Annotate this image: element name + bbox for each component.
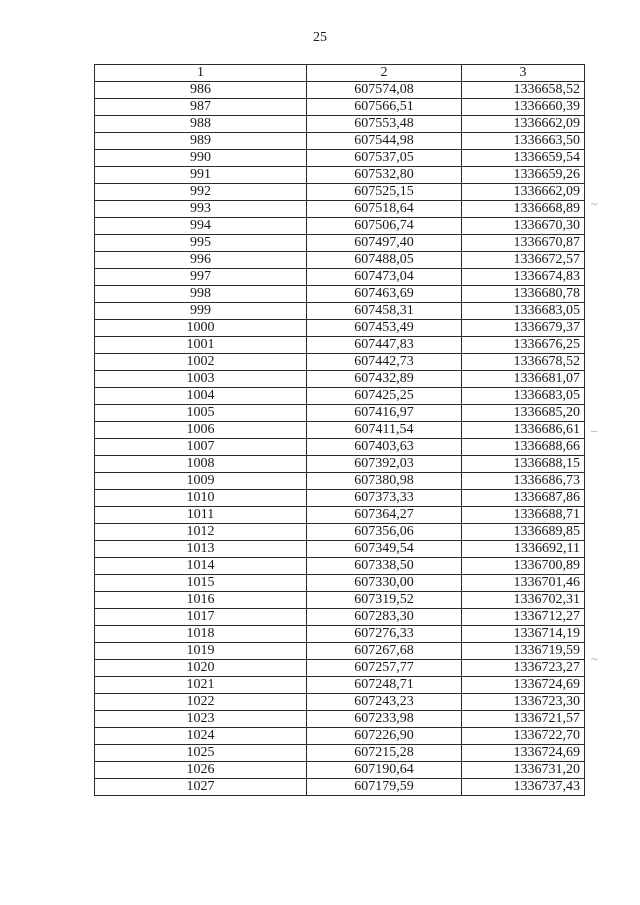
cell-y-coordinate: 1336680,78 <box>462 286 585 303</box>
cell-y-coordinate: 1336662,09 <box>462 116 585 133</box>
cell-x-coordinate: 607364,27 <box>307 507 462 524</box>
table-row <box>95 201 585 218</box>
cell-point-number: 1007 <box>95 439 307 456</box>
cell-y-coordinate: 1336681,07 <box>462 371 585 388</box>
column-header-point: 1 <box>95 65 307 82</box>
cell-x-coordinate: 607411,54 <box>307 422 462 439</box>
cell-point-number: 992 <box>95 184 307 201</box>
cell-y-coordinate: 1336683,05 <box>462 388 585 405</box>
table-row <box>95 745 585 762</box>
cell-x-coordinate: 607442,73 <box>307 354 462 371</box>
cell-point-number: 1002 <box>95 354 307 371</box>
table-row <box>95 320 585 337</box>
cell-x-coordinate: 607338,50 <box>307 558 462 575</box>
table-row <box>95 439 585 456</box>
table-row <box>95 456 585 473</box>
cell-point-number: 1006 <box>95 422 307 439</box>
cell-x-coordinate: 607566,51 <box>307 99 462 116</box>
table-row <box>95 405 585 422</box>
cell-y-coordinate: 1336686,61 <box>462 422 585 439</box>
cell-y-coordinate: 1336723,27 <box>462 660 585 677</box>
cell-y-coordinate: 1336719,59 <box>462 643 585 660</box>
cell-x-coordinate: 607497,40 <box>307 235 462 252</box>
cell-point-number: 989 <box>95 133 307 150</box>
table-row <box>95 167 585 184</box>
cell-point-number: 995 <box>95 235 307 252</box>
cell-y-coordinate: 1336659,26 <box>462 167 585 184</box>
cell-y-coordinate: 1336702,31 <box>462 592 585 609</box>
cell-y-coordinate: 1336668,89 <box>462 201 585 218</box>
cell-y-coordinate: 1336663,50 <box>462 133 585 150</box>
cell-point-number: 1021 <box>95 677 307 694</box>
table-row <box>95 99 585 116</box>
cell-x-coordinate: 607226,90 <box>307 728 462 745</box>
cell-y-coordinate: 1336683,05 <box>462 303 585 320</box>
cell-point-number: 1015 <box>95 575 307 592</box>
cell-x-coordinate: 607544,98 <box>307 133 462 150</box>
cell-point-number: 1000 <box>95 320 307 337</box>
cell-point-number: 988 <box>95 116 307 133</box>
cell-x-coordinate: 607574,08 <box>307 82 462 99</box>
cell-point-number: 999 <box>95 303 307 320</box>
table-row <box>95 252 585 269</box>
cell-x-coordinate: 607215,28 <box>307 745 462 762</box>
cell-x-coordinate: 607373,33 <box>307 490 462 507</box>
table-row <box>95 371 585 388</box>
cell-y-coordinate: 1336686,73 <box>462 473 585 490</box>
cell-point-number: 1022 <box>95 694 307 711</box>
table-row <box>95 762 585 779</box>
table-row <box>95 473 585 490</box>
cell-point-number: 1016 <box>95 592 307 609</box>
cell-y-coordinate: 1336700,89 <box>462 558 585 575</box>
cell-point-number: 1001 <box>95 337 307 354</box>
cell-point-number: 990 <box>95 150 307 167</box>
cell-y-coordinate: 1336662,09 <box>462 184 585 201</box>
cell-y-coordinate: 1336688,66 <box>462 439 585 456</box>
table-row <box>95 609 585 626</box>
cell-point-number: 1026 <box>95 762 307 779</box>
cell-point-number: 1019 <box>95 643 307 660</box>
page-number: 25 <box>313 30 327 45</box>
table-row <box>95 354 585 371</box>
cell-x-coordinate: 607330,00 <box>307 575 462 592</box>
table-row <box>95 779 585 796</box>
cell-point-number: 1010 <box>95 490 307 507</box>
cell-y-coordinate: 1336724,69 <box>462 677 585 694</box>
cell-point-number: 1012 <box>95 524 307 541</box>
cell-y-coordinate: 1336723,30 <box>462 694 585 711</box>
cell-y-coordinate: 1336672,57 <box>462 252 585 269</box>
cell-x-coordinate: 607179,59 <box>307 779 462 796</box>
table-row <box>95 337 585 354</box>
table-header-row <box>95 65 585 82</box>
table-row <box>95 82 585 99</box>
table-row <box>95 677 585 694</box>
cell-y-coordinate: 1336714,19 <box>462 626 585 643</box>
cell-y-coordinate: 1336712,27 <box>462 609 585 626</box>
cell-x-coordinate: 607190,64 <box>307 762 462 779</box>
cell-point-number: 1004 <box>95 388 307 405</box>
cell-x-coordinate: 607243,23 <box>307 694 462 711</box>
cell-y-coordinate: 1336658,52 <box>462 82 585 99</box>
cell-x-coordinate: 607356,06 <box>307 524 462 541</box>
cell-x-coordinate: 607506,74 <box>307 218 462 235</box>
cell-y-coordinate: 1336701,46 <box>462 575 585 592</box>
table-row <box>95 184 585 201</box>
table-row <box>95 694 585 711</box>
table-row <box>95 711 585 728</box>
cell-x-coordinate: 607537,05 <box>307 150 462 167</box>
table-row <box>95 626 585 643</box>
cell-y-coordinate: 1336670,30 <box>462 218 585 235</box>
cell-point-number: 1023 <box>95 711 307 728</box>
cell-x-coordinate: 607453,49 <box>307 320 462 337</box>
cell-point-number: 993 <box>95 201 307 218</box>
cell-point-number: 1018 <box>95 626 307 643</box>
cell-point-number: 1025 <box>95 745 307 762</box>
cell-point-number: 998 <box>95 286 307 303</box>
cell-y-coordinate: 1336721,57 <box>462 711 585 728</box>
table-row <box>95 235 585 252</box>
cell-point-number: 1009 <box>95 473 307 490</box>
scan-artifact: – <box>591 423 597 437</box>
table-row <box>95 218 585 235</box>
column-header-y: 3 <box>462 65 585 82</box>
table-row <box>95 303 585 320</box>
cell-x-coordinate: 607432,89 <box>307 371 462 388</box>
cell-y-coordinate: 1336731,20 <box>462 762 585 779</box>
cell-point-number: 1020 <box>95 660 307 677</box>
cell-x-coordinate: 607257,77 <box>307 660 462 677</box>
cell-x-coordinate: 607380,98 <box>307 473 462 490</box>
column-header-x: 2 <box>307 65 462 82</box>
cell-y-coordinate: 1336737,43 <box>462 779 585 796</box>
cell-point-number: 1005 <box>95 405 307 422</box>
cell-point-number: 986 <box>95 82 307 99</box>
cell-y-coordinate: 1336722,70 <box>462 728 585 745</box>
cell-y-coordinate: 1336687,86 <box>462 490 585 507</box>
cell-point-number: 1027 <box>95 779 307 796</box>
table-row <box>95 728 585 745</box>
table-body <box>95 82 585 796</box>
cell-y-coordinate: 1336670,87 <box>462 235 585 252</box>
cell-x-coordinate: 607447,83 <box>307 337 462 354</box>
table-row <box>95 524 585 541</box>
table-row <box>95 643 585 660</box>
table-row <box>95 507 585 524</box>
table-row <box>95 592 585 609</box>
cell-x-coordinate: 607553,48 <box>307 116 462 133</box>
cell-x-coordinate: 607403,63 <box>307 439 462 456</box>
cell-x-coordinate: 607267,68 <box>307 643 462 660</box>
cell-y-coordinate: 1336688,71 <box>462 507 585 524</box>
table-row <box>95 422 585 439</box>
cell-x-coordinate: 607473,04 <box>307 269 462 286</box>
cell-x-coordinate: 607319,52 <box>307 592 462 609</box>
cell-x-coordinate: 607233,98 <box>307 711 462 728</box>
cell-x-coordinate: 607425,25 <box>307 388 462 405</box>
table-row <box>95 388 585 405</box>
cell-x-coordinate: 607349,54 <box>307 541 462 558</box>
cell-point-number: 1003 <box>95 371 307 388</box>
cell-y-coordinate: 1336676,25 <box>462 337 585 354</box>
cell-x-coordinate: 607392,03 <box>307 456 462 473</box>
table-row <box>95 116 585 133</box>
table-row <box>95 558 585 575</box>
cell-y-coordinate: 1336692,11 <box>462 541 585 558</box>
cell-x-coordinate: 607458,31 <box>307 303 462 320</box>
cell-x-coordinate: 607488,05 <box>307 252 462 269</box>
cell-y-coordinate: 1336674,83 <box>462 269 585 286</box>
cell-point-number: 991 <box>95 167 307 184</box>
cell-x-coordinate: 607248,71 <box>307 677 462 694</box>
cell-y-coordinate: 1336689,85 <box>462 524 585 541</box>
cell-point-number: 1017 <box>95 609 307 626</box>
cell-x-coordinate: 607276,33 <box>307 626 462 643</box>
table-row <box>95 133 585 150</box>
cell-y-coordinate: 1336688,15 <box>462 456 585 473</box>
cell-y-coordinate: 1336659,54 <box>462 150 585 167</box>
cell-x-coordinate: 607283,30 <box>307 609 462 626</box>
table-row <box>95 150 585 167</box>
coordinates-table <box>94 64 585 796</box>
table-row <box>95 286 585 303</box>
cell-x-coordinate: 607525,15 <box>307 184 462 201</box>
cell-point-number: 1013 <box>95 541 307 558</box>
table-row <box>95 269 585 286</box>
cell-y-coordinate: 1336679,37 <box>462 320 585 337</box>
table-row <box>95 490 585 507</box>
scan-artifact: ~ <box>591 197 598 211</box>
cell-point-number: 996 <box>95 252 307 269</box>
table-row <box>95 575 585 592</box>
cell-x-coordinate: 607416,97 <box>307 405 462 422</box>
cell-y-coordinate: 1336685,20 <box>462 405 585 422</box>
cell-x-coordinate: 607518,64 <box>307 201 462 218</box>
table-row <box>95 660 585 677</box>
cell-point-number: 994 <box>95 218 307 235</box>
cell-x-coordinate: 607532,80 <box>307 167 462 184</box>
cell-point-number: 987 <box>95 99 307 116</box>
cell-x-coordinate: 607463,69 <box>307 286 462 303</box>
scan-artifact: ~ <box>591 652 598 666</box>
cell-point-number: 1008 <box>95 456 307 473</box>
table-row <box>95 541 585 558</box>
cell-y-coordinate: 1336660,39 <box>462 99 585 116</box>
cell-point-number: 1011 <box>95 507 307 524</box>
cell-y-coordinate: 1336678,52 <box>462 354 585 371</box>
cell-point-number: 997 <box>95 269 307 286</box>
cell-y-coordinate: 1336724,69 <box>462 745 585 762</box>
cell-point-number: 1014 <box>95 558 307 575</box>
cell-point-number: 1024 <box>95 728 307 745</box>
